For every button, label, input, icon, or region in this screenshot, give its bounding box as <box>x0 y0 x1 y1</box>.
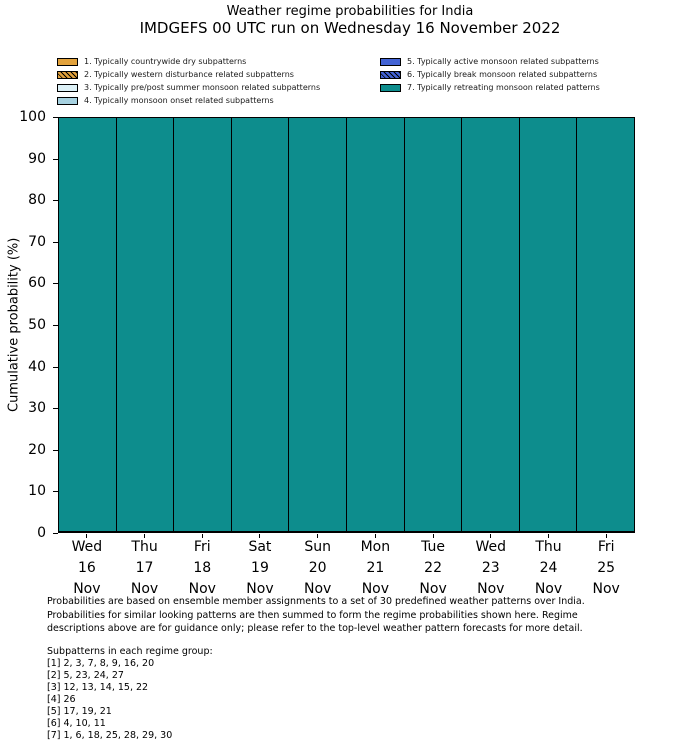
x-tick-label <box>173 537 231 600</box>
legend-item-label: 1. Typically countrywide dry subpatterns <box>84 57 247 66</box>
x-tick-label-line: Nov <box>534 581 563 597</box>
subpatterns-list <box>47 646 213 742</box>
y-tick-label: 70 <box>28 233 46 250</box>
bar-segment <box>577 118 634 531</box>
legend-item-label: 5. Typically active monsoon related subpatterns <box>407 57 599 66</box>
legend-swatch-icon <box>57 58 78 66</box>
bar-segment <box>59 118 116 531</box>
legend-swatch-icon <box>57 97 78 105</box>
y-tick-label: 0 <box>37 525 46 541</box>
subpatterns-group-line: [2] 5, 23, 24, 27 <box>47 670 124 681</box>
x-tick-label-line: Nov <box>246 581 274 597</box>
x-tick-label-line: Nov <box>130 581 159 597</box>
x-tick-label <box>58 537 116 600</box>
y-tick-label: 80 <box>28 192 46 209</box>
bar-segment <box>289 118 346 531</box>
x-tick-label <box>116 537 174 600</box>
x-tick-label-line: Thu <box>131 539 158 555</box>
x-tick-label-line: 19 <box>251 560 269 576</box>
footer-line: descriptions above are for guidance only; please refer to the top-level weather pattern forecasts for more detail. <box>47 623 583 634</box>
bar-segment <box>232 118 289 531</box>
legend-item <box>57 55 320 68</box>
legend-swatch-icon <box>57 84 78 92</box>
subpatterns-group-line: [5] 17, 19, 21 <box>47 706 112 717</box>
legend-item-label: 2. Typically western disturbance related subpatterns <box>84 70 294 79</box>
subpatterns-group-line: [4] 26 <box>47 694 76 705</box>
x-tick-label-line: Nov <box>477 581 505 597</box>
y-tick-label: 90 <box>28 150 46 167</box>
legend-item-label: 7. Typically retreating monsoon related patterns <box>407 83 600 92</box>
x-tick-label-line: Nov <box>592 581 620 597</box>
x-tick-label-line: 21 <box>366 560 385 576</box>
x-tick-label <box>577 537 635 600</box>
legend-item-label: 6. Typically break monsoon related subpatterns <box>407 70 598 79</box>
y-tick-label: 30 <box>28 400 46 417</box>
x-tick-label-line: Sat <box>248 539 272 555</box>
x-tick-label-line: 20 <box>308 560 327 576</box>
x-tick-label-line: 25 <box>597 560 616 576</box>
x-tick-label-line: Nov <box>73 581 101 597</box>
subpatterns-group-line: [6] 4, 10, 11 <box>47 718 106 729</box>
y-axis-label: Cumulative probability (%) <box>6 237 22 413</box>
bar-segment <box>174 118 231 531</box>
chart-plot-area <box>58 117 635 533</box>
legend-item <box>57 81 320 94</box>
legend-column-left <box>57 55 320 107</box>
x-tick-label-line: Tue <box>421 539 446 555</box>
bar <box>231 117 290 532</box>
x-tick-label-line: Nov <box>419 581 447 597</box>
x-tick-label-line: Wed <box>71 539 103 555</box>
x-tick-label-line: Sun <box>304 539 331 555</box>
legend-swatch-icon <box>380 84 401 92</box>
x-tick-label-line: Mon <box>360 539 391 555</box>
subpatterns-group-line: [3] 12, 13, 14, 15, 22 <box>47 682 149 693</box>
x-tick-label-line: Nov <box>361 581 390 597</box>
y-tick-label: 40 <box>28 358 46 375</box>
subpatterns-title: Subpatterns in each regime group: <box>47 646 213 657</box>
y-tick-label: 50 <box>28 317 46 333</box>
bar-segment <box>117 118 174 531</box>
x-tick-label-line: Wed <box>475 539 507 555</box>
bar <box>519 117 578 532</box>
x-tick-label <box>231 537 289 600</box>
x-tick-label-line: 24 <box>539 560 558 576</box>
bar <box>116 117 175 532</box>
x-tick-label-line: 16 <box>77 560 96 576</box>
subpatterns-group-line: [7] 1, 6, 18, 25, 28, 29, 30 <box>47 730 173 741</box>
legend-column-right <box>380 55 600 94</box>
bar <box>404 117 463 532</box>
x-tick-label <box>347 537 405 600</box>
bar <box>576 117 635 532</box>
legend-item-label: 4. Typically monsoon onset related subpatterns <box>84 96 274 105</box>
x-tick-label-line: 22 <box>424 560 442 576</box>
x-tick-label-line: 18 <box>193 560 212 576</box>
x-axis-labels <box>58 537 635 600</box>
chart-subtitle: IMDGEFS 00 UTC run on Wednesday 16 November 2022 <box>139 19 561 37</box>
bar-series-container <box>59 117 635 532</box>
x-tick-label <box>520 537 578 600</box>
x-tick-label-line: 17 <box>135 560 154 576</box>
legend-swatch-icon <box>380 71 401 79</box>
x-tick-label-line: 23 <box>481 560 500 576</box>
footer-line: Probabilities are based on ensemble member assignments to a set of 30 predefined weather patterns over India. <box>47 596 585 607</box>
bar <box>346 117 405 532</box>
bar <box>461 117 520 532</box>
x-tick-label <box>404 537 462 600</box>
x-tick-label-line: Fri <box>193 539 211 555</box>
bar <box>288 117 347 532</box>
y-tick-label: 100 <box>19 109 46 125</box>
bar-segment <box>347 118 404 531</box>
y-tick-label: 10 <box>28 483 46 500</box>
legend-item <box>380 68 600 81</box>
legend-swatch-icon <box>380 58 401 66</box>
x-tick-label-line: Thu <box>535 539 562 555</box>
x-tick-label <box>462 537 520 600</box>
legend-item <box>57 68 320 81</box>
bar-segment <box>462 118 519 531</box>
footer-description <box>47 595 585 636</box>
x-tick-label-line: Nov <box>188 581 216 597</box>
y-tick-label: 20 <box>28 441 46 458</box>
legend-item <box>380 81 600 94</box>
chart-title: Weather regime probabilities for India <box>226 4 474 19</box>
subpatterns-group-line: [1] 2, 3, 7, 8, 9, 16, 20 <box>47 658 155 669</box>
y-axis-ticks <box>0 109 58 541</box>
y-tick-label: 60 <box>28 275 46 292</box>
footer-line: Probabilities for similar looking patterns are then summed to form the regime probabilities shown here. Regime <box>47 609 578 621</box>
x-tick-label <box>289 537 347 600</box>
bar-segment <box>405 118 462 531</box>
legend-item-label: 3. Typically pre/post summer monsoon related subpatterns <box>84 83 321 92</box>
legend-swatch-icon <box>57 71 78 79</box>
x-tick-label-line: Fri <box>597 539 615 555</box>
bar <box>173 117 232 532</box>
x-tick-label-line: Nov <box>304 581 332 597</box>
legend-item <box>57 94 320 107</box>
legend-item <box>380 55 600 68</box>
bar <box>59 117 117 532</box>
bar-segment <box>520 118 577 531</box>
